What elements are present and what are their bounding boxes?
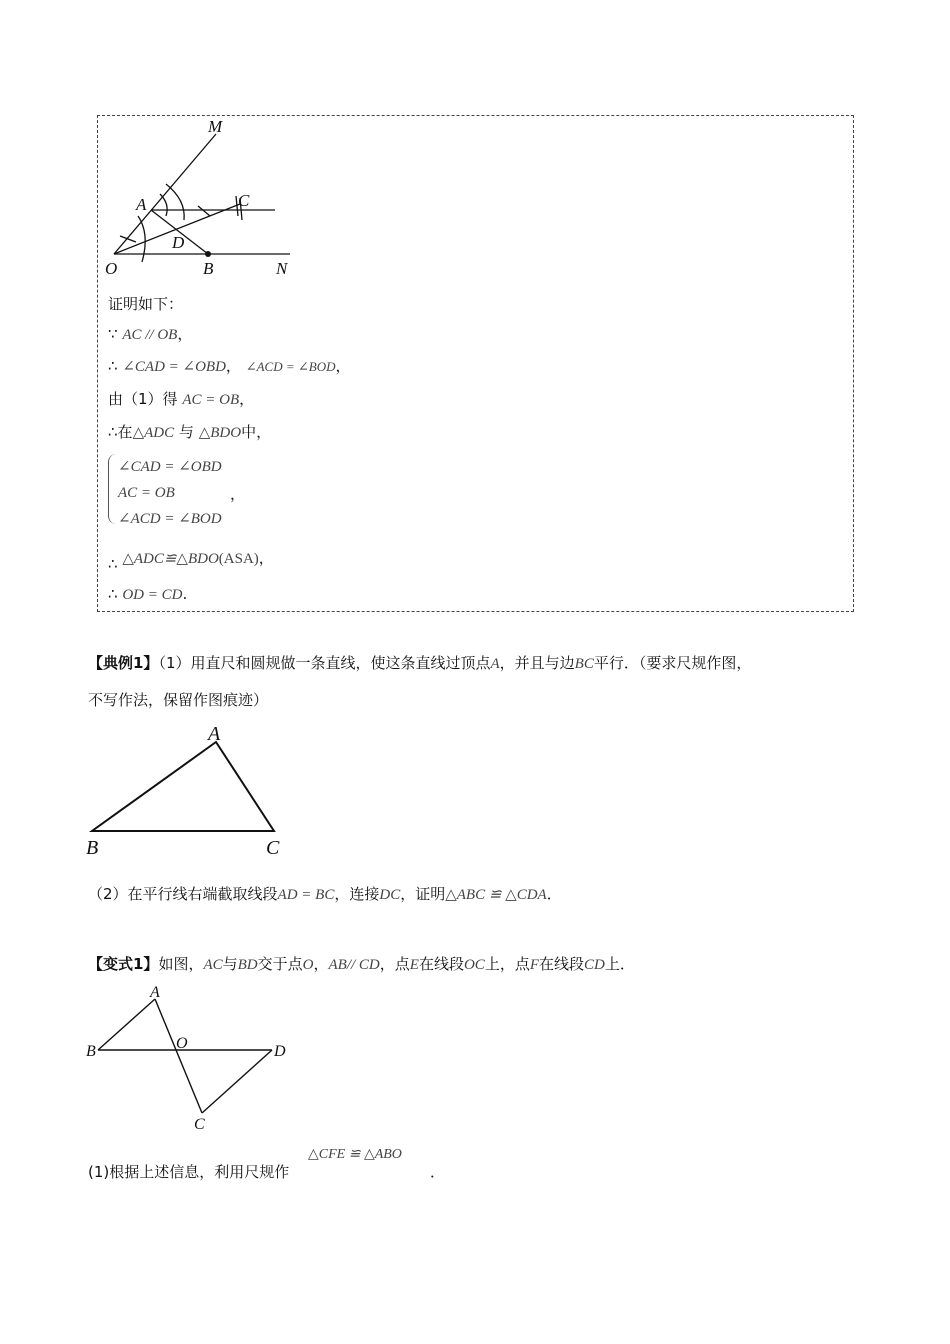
math-OC: OC <box>463 957 485 973</box>
math-E: E <box>409 957 419 973</box>
segment-CD <box>202 1050 272 1113</box>
variant1-line <box>88 954 635 975</box>
math-angle-cad-obd: ∠CAD = ∠OBD <box>122 359 226 375</box>
point-B <box>205 251 211 257</box>
comma: ， <box>258 549 274 567</box>
variant1-text: 与 <box>222 955 238 973</box>
label-O: O <box>105 259 118 278</box>
variant1-text: ，点 <box>379 955 410 973</box>
math-ac-parallel-ob: AC // OB <box>122 327 178 343</box>
equation-system <box>118 454 222 532</box>
math-ac-eq-ob: AC = OB <box>182 392 240 408</box>
math-F: F <box>529 957 539 973</box>
system-row: ∠CAD = ∠OBD <box>118 459 222 475</box>
label-D: D <box>172 233 185 252</box>
variant1-text: 上，点 <box>484 955 530 973</box>
variant1-text: 在线段 <box>539 955 585 973</box>
label-B: B <box>86 837 99 859</box>
line3-prefix: 由（1）得 <box>108 390 178 408</box>
math-triangle-bdo: △BDO <box>198 425 242 441</box>
q1-end: ． <box>430 1163 446 1181</box>
example1-text: ，证明 <box>400 885 446 903</box>
math-AC: AC <box>203 957 223 973</box>
variant1-q1 <box>88 1162 289 1182</box>
arc-at-O <box>138 216 145 262</box>
math-DC: DC <box>379 887 401 903</box>
math-ad-eq-bc: AD = BC <box>277 887 335 903</box>
system-row: ∠ACD = ∠BOD <box>118 511 222 527</box>
system-comma: ， <box>230 485 246 503</box>
label-N: N <box>276 259 288 278</box>
label-C: C <box>266 837 280 859</box>
therefore-symbol: ∴ <box>108 555 118 573</box>
asa-reason: (ASA) <box>218 551 259 567</box>
example1-text: ，连接 <box>334 885 380 903</box>
system-brace <box>108 454 117 524</box>
line4-in: 在 <box>117 423 133 441</box>
label-M: M <box>208 117 223 136</box>
therefore-symbol: ∴ <box>108 423 118 441</box>
example1-text: 平行．（要求尺规作图， <box>593 654 752 672</box>
proof-line-2 <box>108 356 351 377</box>
example1-text: ，并且与边 <box>499 654 575 672</box>
math-A: A <box>490 656 500 672</box>
math-O: O <box>302 957 314 973</box>
label-A: A <box>150 984 160 1001</box>
comma: ， <box>177 325 193 343</box>
variant1-text: 交于点 <box>257 955 303 973</box>
label-B: B <box>86 1043 96 1060</box>
system-row: AC = OB <box>118 485 175 501</box>
bowtie-figure <box>80 982 310 1132</box>
variant1-tag: 【变式1】 <box>88 955 159 973</box>
label-B: B <box>203 259 214 278</box>
example1-end: ． <box>546 885 562 903</box>
example1-text: （1）用直尺和圆规做一条直线，使这条直线过顶点 <box>158 654 491 672</box>
math-od-eq-cd: OD = CD <box>122 587 183 603</box>
proof-line-7 <box>108 584 187 605</box>
comma: ， <box>335 357 351 375</box>
math-BC: BC <box>574 656 594 672</box>
variant1-text: 如图， <box>158 955 204 973</box>
label-A: A <box>136 195 147 214</box>
proof-line-1 <box>108 324 192 345</box>
triangle-abc <box>92 742 274 831</box>
label-C: C <box>194 1116 205 1132</box>
variant1-text: ， <box>313 955 329 973</box>
therefore-symbol: ∴ <box>108 585 118 603</box>
math-triangle-adc: △ADC <box>132 425 175 441</box>
math-ab-parallel-cd: AB// CD <box>328 957 380 973</box>
ray-OM <box>114 134 216 254</box>
line4-mid: 中， <box>241 423 272 441</box>
therefore-symbol: ∴ <box>108 357 118 375</box>
period: . <box>182 585 188 603</box>
q1-text: (1)根据上述信息，利用尺规作 <box>88 1163 290 1181</box>
math-congruent-adc-bdo: △ADC≌△BDO <box>122 551 219 567</box>
comma: ， <box>239 390 255 408</box>
variant1-text: 上． <box>604 955 635 973</box>
segment-AC <box>155 999 202 1113</box>
proof-line-3 <box>108 389 254 410</box>
label-O: O <box>176 1035 188 1052</box>
example1-line1 <box>88 653 751 674</box>
segment-AB <box>98 999 155 1050</box>
tick-on-AC <box>198 206 210 216</box>
math-CD: CD <box>584 957 605 973</box>
label-C: C <box>238 191 250 210</box>
line4-and: 与 <box>178 423 194 441</box>
construction-figure <box>100 112 300 282</box>
math-congruent-cfe-abo: △CFE ≌ △ABO <box>308 1147 402 1162</box>
proof-line-6 <box>108 548 274 573</box>
proof-intro: 证明如下： <box>108 295 184 313</box>
example1-part2 <box>88 884 562 905</box>
label-D: D <box>274 1043 286 1060</box>
label-A: A <box>208 723 221 745</box>
variant1-text: 在线段 <box>418 955 464 973</box>
because-symbol: ∵ <box>108 325 118 343</box>
example1-line2: 不写作法，保留作图痕迹） <box>88 691 269 709</box>
math-BD: BD <box>237 957 258 973</box>
math-angle-acd-bod: ∠ACD = ∠BOD <box>245 359 336 374</box>
arc-small-A <box>160 194 167 216</box>
proof-line-4 <box>108 422 271 443</box>
math-congruent-abc-cda: △ABC ≌ △CDA <box>445 887 547 903</box>
example1-text: （2）在平行线右端截取线段 <box>88 885 278 903</box>
example1-tag: 【典例1】 <box>88 654 159 672</box>
triangle-abc-figure <box>80 720 300 860</box>
comma: ， <box>225 357 241 375</box>
